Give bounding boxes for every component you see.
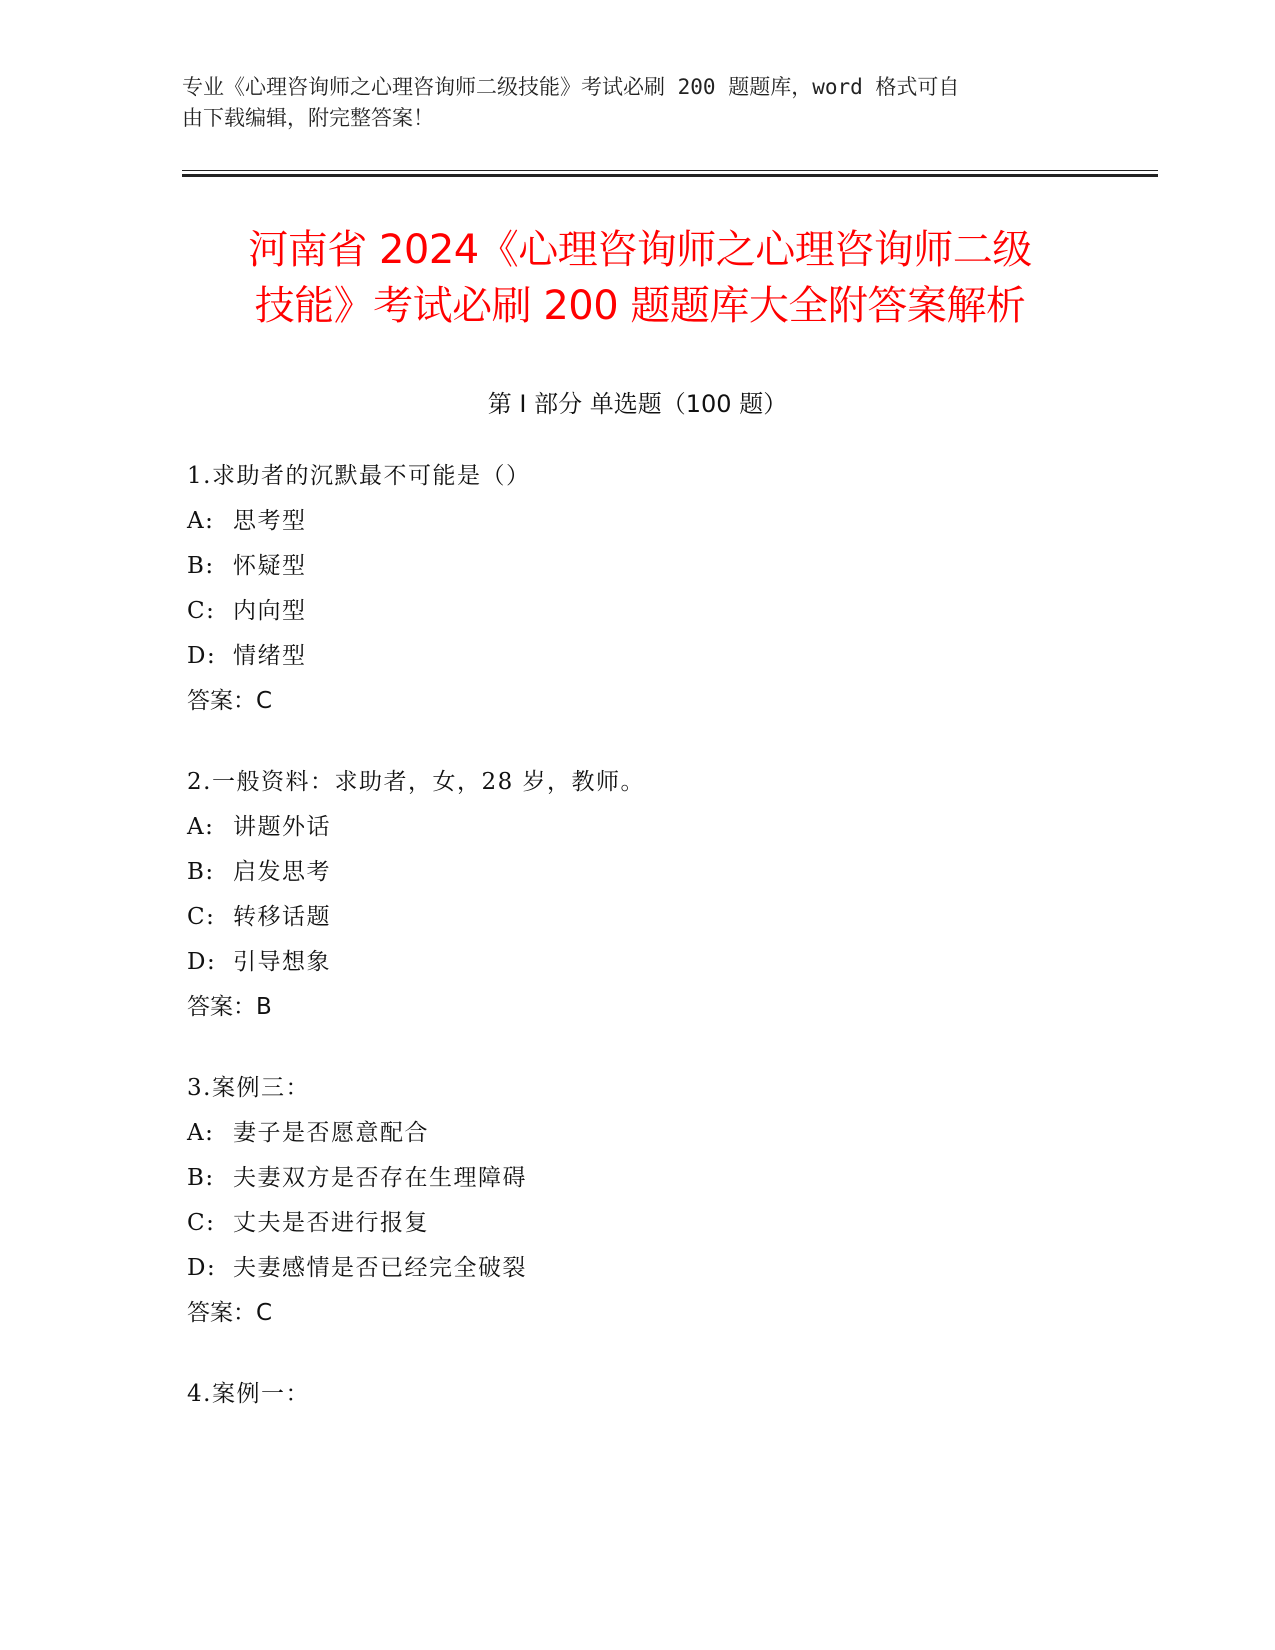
- option-b: [187, 1156, 1147, 1201]
- header-rule-thick: [182, 174, 1158, 177]
- question-item: [187, 454, 1147, 724]
- header-rule-thin: [182, 170, 1158, 171]
- option-text: 转移话题: [233, 904, 331, 930]
- answer-line: 答案：C: [187, 1300, 273, 1326]
- header-note-line: 由下载编辑，附完整答案！: [182, 106, 434, 130]
- option-b: [187, 544, 1147, 589]
- option-letter: B:: [187, 553, 215, 579]
- section-title: 第 I 部分 单选题（100 题）: [487, 390, 788, 418]
- question-stem: 4.案例一：: [187, 1381, 310, 1407]
- option-letter: B:: [187, 1165, 215, 1191]
- option-letter: A:: [187, 1120, 215, 1146]
- answer-line: 答案：B: [187, 994, 272, 1020]
- header-note-line: 专业《心理咨询师之心理咨询师二级技能》考试必刷 200 题题库，word 格式可自: [182, 75, 960, 99]
- option-text: 讲题外话: [233, 814, 331, 840]
- option-letter: D:: [187, 949, 217, 975]
- option-d: [187, 1246, 1147, 1291]
- option-text: 思考型: [233, 508, 307, 534]
- option-text: 丈夫是否进行报复: [233, 1210, 429, 1236]
- question-item: [187, 760, 1147, 1030]
- option-d: [187, 940, 1147, 985]
- option-text: 启发思考: [233, 859, 331, 885]
- option-text: 夫妻双方是否存在生理障碍: [233, 1165, 527, 1191]
- option-text: 夫妻感情是否已经完全破裂: [233, 1255, 527, 1281]
- document-title-line: 技能》考试必刷 200 题题库大全附答案解析: [254, 283, 1026, 329]
- option-d: [187, 634, 1147, 679]
- option-letter: A:: [187, 508, 215, 534]
- option-c: [187, 1201, 1147, 1246]
- answer-line: 答案：C: [187, 688, 273, 714]
- option-letter: D:: [187, 643, 217, 669]
- option-text: 妻子是否愿意配合: [233, 1120, 429, 1146]
- option-c: [187, 589, 1147, 634]
- option-text: 怀疑型: [233, 553, 307, 579]
- option-c: [187, 895, 1147, 940]
- option-letter: A:: [187, 814, 215, 840]
- option-letter: D:: [187, 1255, 217, 1281]
- option-a: [187, 805, 1147, 850]
- option-letter: C:: [187, 904, 216, 930]
- document-title-line: 河南省 2024《心理咨询师之心理咨询师二级: [248, 227, 1032, 273]
- question-stem: 3.案例三：: [187, 1075, 310, 1101]
- option-text: 情绪型: [233, 643, 307, 669]
- question-item: [187, 1066, 1147, 1336]
- option-a: [187, 499, 1147, 544]
- question-item: [187, 1372, 1147, 1417]
- document-title: [140, 222, 1140, 334]
- option-b: [187, 850, 1147, 895]
- question-stem: 1.求助者的沉默最不可能是（）: [187, 463, 531, 489]
- option-text: 内向型: [233, 598, 307, 624]
- header-note: [182, 72, 1082, 134]
- option-letter: B:: [187, 859, 215, 885]
- option-letter: C:: [187, 1210, 216, 1236]
- option-letter: C:: [187, 598, 216, 624]
- option-text: 引导想象: [233, 949, 331, 975]
- question-stem: 2.一般资料：求助者，女，28 岁，教师。: [187, 769, 646, 795]
- option-a: [187, 1111, 1147, 1156]
